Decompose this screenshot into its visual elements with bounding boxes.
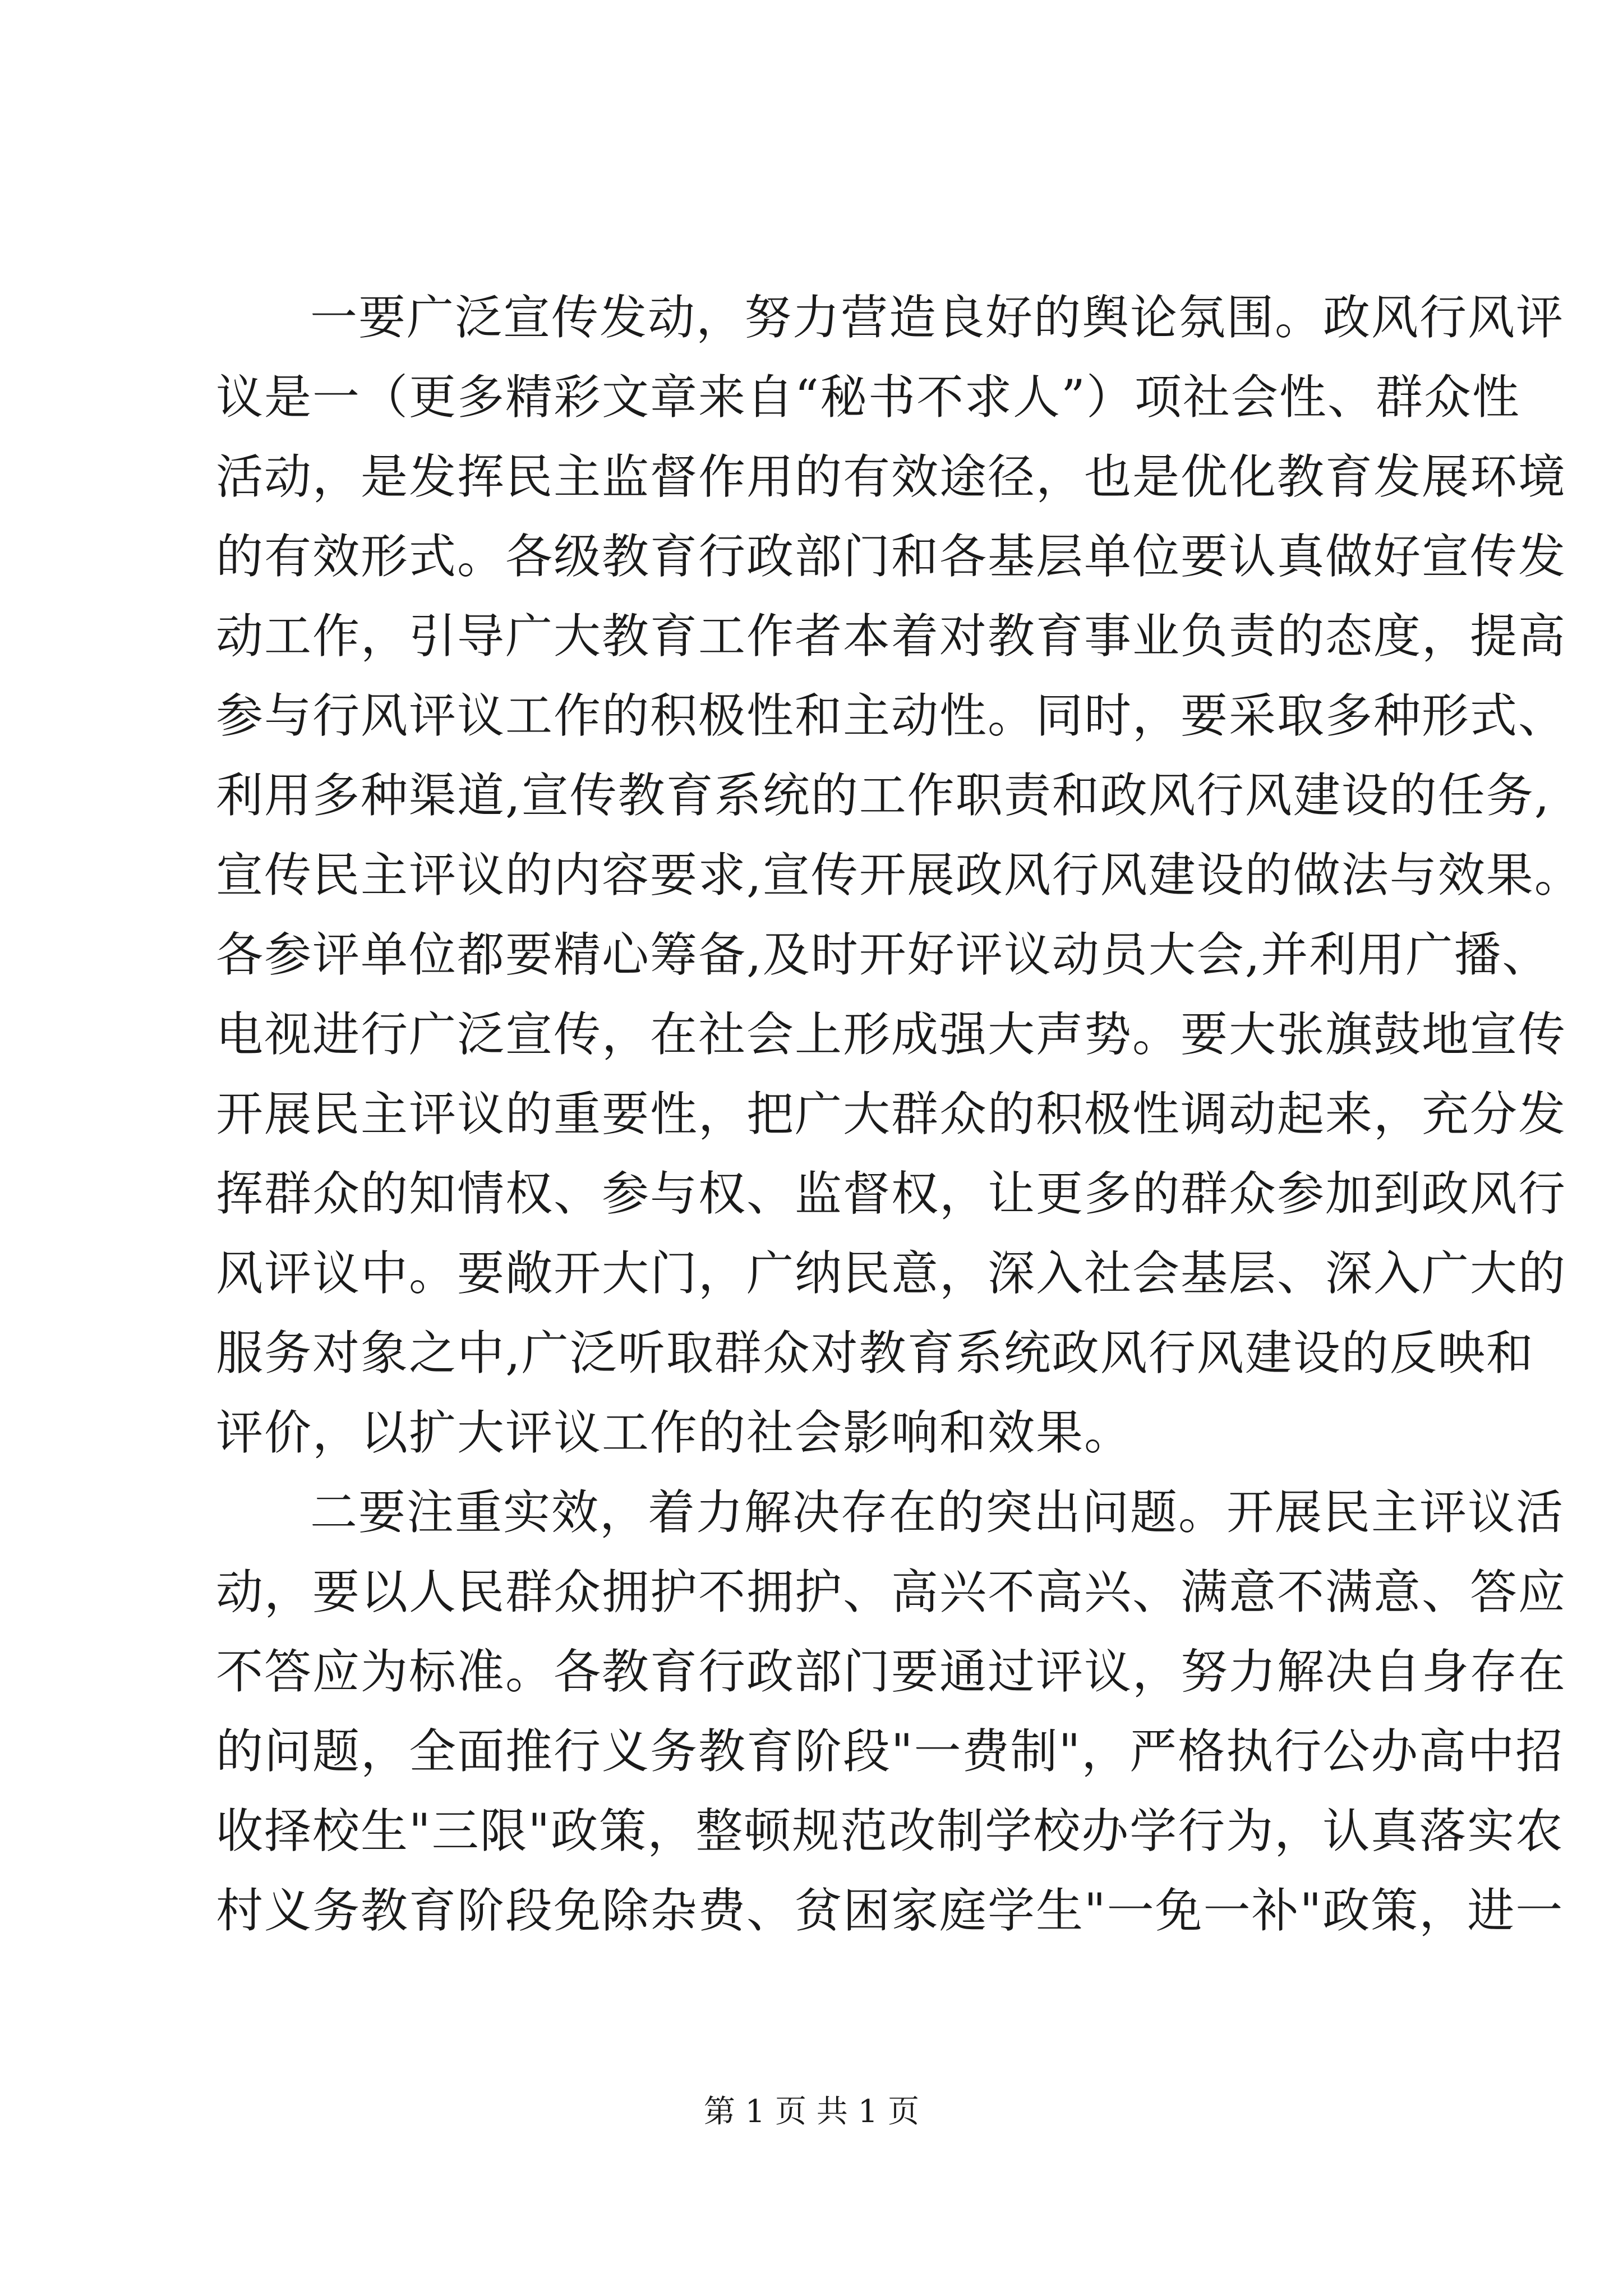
paragraph-2 <box>216 1473 1567 1950</box>
text-line: 活动，是发挥民主监督作用的有效途径，也是优化教育发展环境 <box>216 449 1567 504</box>
text-line: 评价，以扩大评议工作的社会影响和效果。 <box>216 1405 1133 1460</box>
text-line: 动，要以人民群众拥护不拥护、高兴不高兴、满意不满意、答应 <box>216 1565 1567 1619</box>
text-line: 动工作，引导广大教育工作者本着对教育事业负责的态度，提高 <box>216 609 1567 664</box>
text-line: 的有效形式。各级教育行政部门和各基层单位要认真做好宣传发 <box>216 529 1567 584</box>
text-line: 议是一（更多精彩文章来自“秘书不求人”）项社会性、群众性 <box>216 370 1520 425</box>
text-line: 不答应为标准。各教育行政部门要通过评议，努力解决自身存在 <box>216 1644 1567 1699</box>
text-line: 二要注重实效，着力解决存在的突出问题。开展民主评议活 <box>310 1485 1565 1540</box>
text-line: 村义务教育阶段免除杂费、贫困家庭学生"一免一补"政策，进一 <box>216 1883 1564 1938</box>
text-line: 的问题，全面推行义务教育阶段"一费制"，严格执行公办高中招 <box>216 1724 1564 1779</box>
text-line: 收择校生"三限"政策，整顿规范改制学校办学行为，认真落实农 <box>216 1803 1564 1858</box>
page-footer <box>0 2092 1623 2132</box>
text-line: 各参评单位都要精心筹备,及时开好评议动员大会,并利用广播、 <box>216 927 1551 982</box>
text-line: 参与行风评议工作的积极性和主动性。同时，要采取多种形式、 <box>216 688 1567 743</box>
paragraph-1 <box>216 278 1583 1473</box>
text-line: 宣传民主评议的内容要求,宣传开展政风行风建设的做法与效果。 <box>216 848 1583 903</box>
text-line: 一要广泛宣传发动，努力营造良好的舆论氛围。政风行风评 <box>310 290 1565 345</box>
page-number-label: 第 1 页 共 1 页 <box>703 2093 920 2130</box>
text-line: 挥群众的知情权、参与权、监督权，让更多的群众参加到政风行 <box>216 1166 1567 1221</box>
text-line: 开展民主评议的重要性，把广大群众的积极性调动起来，充分发 <box>216 1087 1567 1142</box>
text-line: 利用多种渠道,宣传教育系统的工作职责和政风行风建设的任务, <box>216 768 1551 823</box>
text-line: 服务对象之中,广泛听取群众对教育系统政风行风建设的反映和 <box>216 1326 1534 1381</box>
document-body <box>216 278 1583 1950</box>
text-line: 电视进行广泛宣传，在社会上形成强大声势。要大张旗鼓地宣传 <box>216 1007 1567 1062</box>
text-line: 风评议中。要敞开大门，广纳民意，深入社会基层、深入广大的 <box>216 1246 1567 1301</box>
